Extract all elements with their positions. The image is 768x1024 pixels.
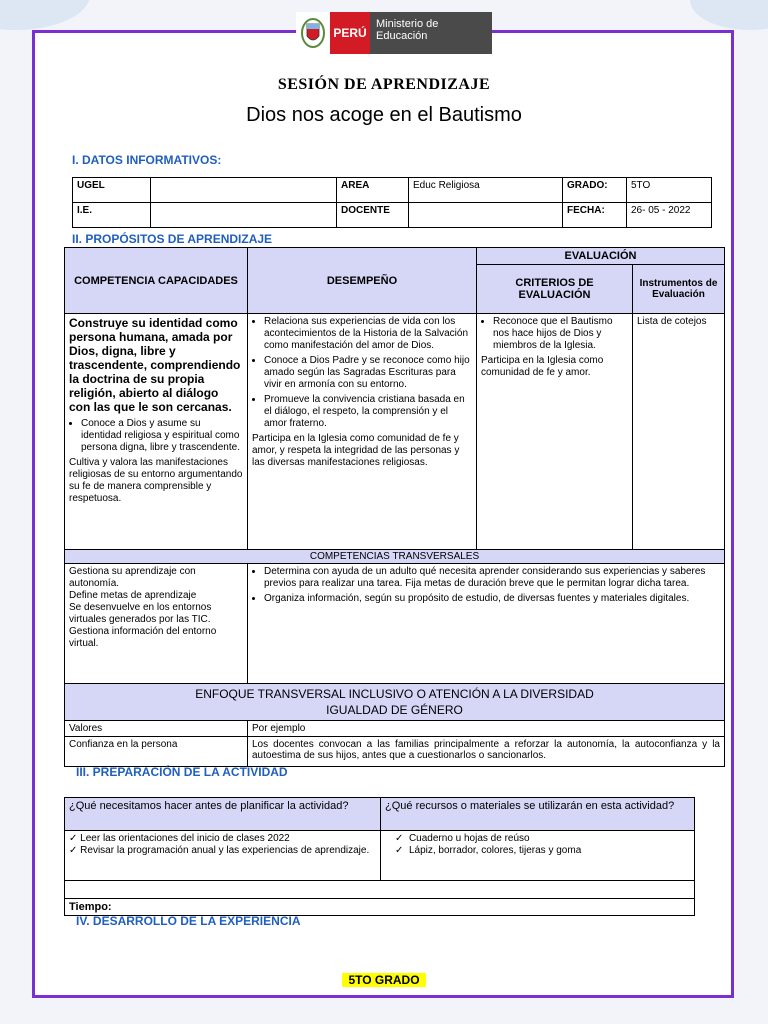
datos-table	[72, 177, 712, 228]
background-bubble-left	[0, 0, 90, 30]
question-before: ¿Qué necesitamos hacer antes de planificar la actividad?	[65, 798, 381, 831]
checklist-text: Lápiz, borrador, colores, tijeras y goma	[408, 845, 582, 856]
transversales-right-cell	[248, 564, 725, 684]
question-resources: ¿Qué recursos o materiales se utilizarán en esta actividad?	[381, 798, 695, 831]
criterio-item: • Reconoce que el Bautismo nos hace hijos de Dios y miembros de la Iglesia.	[493, 316, 628, 352]
ie-label: I.E.	[73, 203, 151, 228]
checkmark-icon: ✓	[69, 845, 78, 856]
enfoque-title: ENFOQUE TRANSVERSAL INCLUSIVO O ATENCIÓN A LA DIVERSIDAD	[195, 687, 594, 701]
valor-cell: Confianza en la persona	[65, 737, 248, 767]
document-title: SESIÓN DE APRENDIZAJE	[277, 76, 491, 93]
propositos-table	[64, 247, 725, 767]
desempeno-cell	[248, 314, 477, 550]
checkmark-icon: ✓	[69, 833, 78, 844]
answers-resources-cell	[381, 831, 695, 881]
checklist-text: Cuaderno u hojas de reúso	[408, 833, 530, 844]
ugel-value	[151, 178, 337, 203]
preparacion-table	[64, 797, 695, 916]
transversal-competencia: Gestiona su aprendizaje con autonomía.	[69, 566, 196, 589]
criterio-item: Participa en la Iglesia como comunidad de fe y amor.	[481, 355, 604, 378]
ministry-label: Ministerio de Educación	[370, 12, 492, 54]
competencia-cell	[65, 314, 248, 550]
transversales-header: COMPETENCIAS TRANSVERSALES	[65, 550, 725, 564]
instrumento-cell: Lista de cotejos	[633, 314, 725, 550]
checklist-item	[385, 833, 690, 845]
ejemplo-label: Por ejemplo	[248, 721, 725, 737]
ministry-logo	[296, 12, 492, 54]
transversal-desempeno: • Determina con ayuda de un adulto qué necesita aprender considerando sus experiencias y saberes previos para realizar una tarea. Fija metas de duración breve que le permitan lograr dicha tarea.	[264, 566, 720, 590]
transversal-desempeno: • Organiza información, según su propósito de estudio, de diversas fuentes y materiales digitales.	[264, 593, 720, 605]
ejemplo-cell: Los docentes convocan a las familias principalmente a reforzar la autonomía, la autoconfianza y la autoestima de sus hijos, antes que a cuestionarlos o sancionarlos.	[248, 737, 725, 767]
valores-label: Valores	[65, 721, 248, 737]
peru-label: PERÚ	[330, 12, 370, 54]
session-title: Dios nos acoge en el Bautismo	[246, 104, 522, 126]
section-desarrollo-heading: IV. DESARROLLO DE LA EXPERIENCIA	[76, 914, 301, 928]
section-preparacion-heading: III. PREPARACIÓN DE LA ACTIVIDAD	[76, 765, 288, 779]
transversal-competencia: Se desenvuelve en los entornos virtuales generados por las TIC.	[69, 602, 212, 625]
blank-row	[65, 881, 695, 899]
peru-coat-of-arms-icon	[296, 12, 330, 54]
desempeno-item: • Conoce a Dios Padre y se reconoce como hijo amado según las Sagradas Escrituras para vivir en armonía con su entorno.	[264, 355, 472, 391]
area-value: Educ Religiosa	[409, 178, 563, 203]
competencia-title: Construye su identidad como persona humana, amada por Dios, digna, libre y trascendente, comprendiendo la doctrina de su propia religión, abierto al diálogo con las que le son cercanas.	[69, 316, 241, 414]
capacidad-item: • Conoce a Dios y asume su identidad religiosa y espiritual como persona digna, libre y trascendente.	[81, 418, 243, 454]
instrumentos-header: Instrumentos de Evaluación	[633, 265, 725, 314]
grado-label: GRADO:	[563, 178, 627, 203]
enfoque-cell	[65, 684, 725, 721]
fecha-label: FECHA:	[563, 203, 627, 228]
background-bubble-right	[690, 0, 768, 30]
checklist-text: Leer las orientaciones del inicio de clases 2022	[80, 833, 290, 844]
transversal-capacidad: Define metas de aprendizaje	[69, 590, 197, 601]
checkmark-icon: ✓	[395, 845, 404, 856]
checklist-item	[385, 845, 690, 857]
section-propositos-heading: II. PROPÓSITOS DE APRENDIZAJE	[72, 232, 273, 246]
docente-value	[409, 203, 563, 228]
checklist-text: Revisar la programación anual y las experiencias de aprendizaje.	[80, 845, 370, 856]
desempeno-header: DESEMPEÑO	[248, 248, 477, 314]
ie-value	[151, 203, 337, 228]
desempeno-item: Participa en la Iglesia como comunidad de fe y amor, y respeta la integridad de las personas y las diversas manifestaciones religiosas.	[252, 433, 460, 468]
transversales-left-cell	[65, 564, 248, 684]
criterios-header: CRITERIOS DE EVALUACIÓN	[477, 265, 633, 314]
checkmark-icon: ✓	[395, 833, 404, 844]
grado-value: 5TO	[627, 178, 712, 203]
competencia-header: COMPETENCIA CAPACIDADES	[65, 248, 248, 314]
transversal-capacidad: Gestiona información del entorno virtual.	[69, 626, 217, 649]
checklist-item	[69, 833, 376, 845]
desempeno-item: • Relaciona sus experiencias de vida con los acontecimientos de la Historia de la Salvación como manifestación del amor de Dios.	[264, 316, 472, 352]
fecha-value: 26- 05 - 2022	[627, 203, 712, 228]
desempeno-item: • Promueve la convivencia cristiana basada en el diálogo, el respeto, la comprensión y el amor fraterno.	[264, 394, 472, 430]
section-datos-heading: I. DATOS INFORMATIVOS:	[72, 153, 222, 167]
evaluacion-header: EVALUACIÓN	[477, 248, 725, 265]
grado-badge: 5TO GRADO	[342, 973, 426, 987]
tiempo-label: Tiempo:	[65, 899, 695, 916]
area-label: AREA	[337, 178, 409, 203]
docente-label: DOCENTE	[337, 203, 409, 228]
ugel-label: UGEL	[73, 178, 151, 203]
criterios-cell	[477, 314, 633, 550]
enfoque-subtitle: IGUALDAD DE GÉNERO	[326, 703, 463, 717]
answers-before-cell	[65, 831, 381, 881]
checklist-item	[69, 845, 376, 857]
capacidad-item: Cultiva y valora las manifestaciones religiosas de su entorno argumentando su fe de manera comprensible y respetuosa.	[69, 457, 243, 504]
